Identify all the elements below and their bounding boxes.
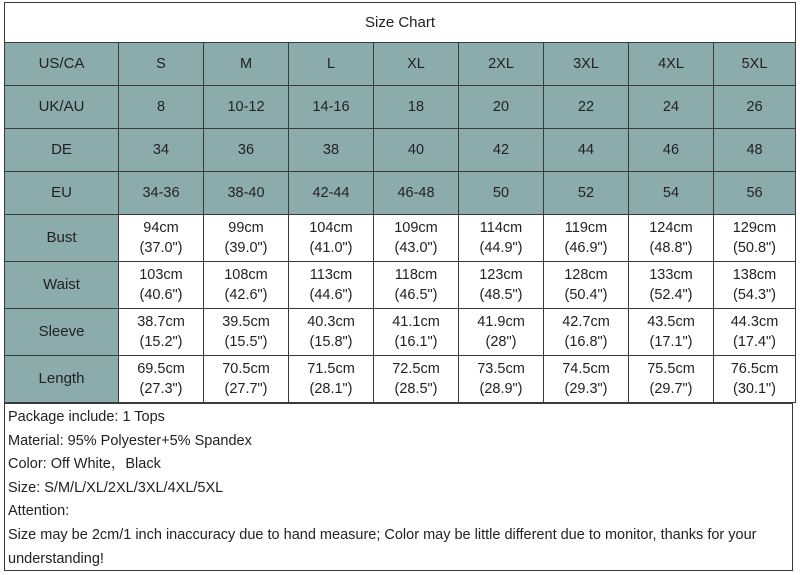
disclaimer-note: Size may be 2cm/1 inch inaccuracy due to hand measure; Color may be little different due to monitor, thanks for your understanding! <box>8 526 757 567</box>
size-cell: 26 <box>714 86 796 129</box>
size-cell: 44 <box>544 129 629 172</box>
cm-value: 73.5cm <box>477 361 525 377</box>
measurement-cell <box>544 215 629 262</box>
size-cell: M <box>204 43 289 86</box>
inch-value: (40.6") <box>139 287 183 303</box>
measurement-cell <box>204 262 289 309</box>
inch-value: (16.1") <box>394 334 438 350</box>
size-cell: 50 <box>459 172 544 215</box>
size-cell: 34-36 <box>119 172 204 215</box>
cm-value: 76.5cm <box>730 361 779 377</box>
inch-value: (28") <box>485 334 517 350</box>
inch-value: (28.9") <box>479 381 523 397</box>
row-label: DE <box>5 129 119 172</box>
cm-value: 119cm <box>564 220 608 236</box>
size-row <box>5 129 796 172</box>
inch-value: (44.6") <box>309 287 353 303</box>
measurement-cell <box>629 262 714 309</box>
inch-value: (46.5") <box>394 287 438 303</box>
measurement-row <box>5 356 796 403</box>
measurement-cell <box>629 356 714 403</box>
size-cell: 56 <box>714 172 796 215</box>
measurement-row <box>5 215 796 262</box>
measurement-cell <box>374 215 459 262</box>
measurement-cell <box>714 262 796 309</box>
cm-value: 43.5cm <box>647 314 695 330</box>
size-cell: 40 <box>374 129 459 172</box>
measurement-cell <box>374 356 459 403</box>
inch-value: (43.0") <box>394 240 438 256</box>
measurement-cell <box>629 309 714 356</box>
size-cell: 38 <box>289 129 374 172</box>
inch-value: (41.0") <box>309 240 353 256</box>
row-label: Sleeve <box>5 309 119 356</box>
size-cell: 54 <box>629 172 714 215</box>
size-cell: 18 <box>374 86 459 129</box>
size-cell: 46 <box>629 129 714 172</box>
cm-value: 128cm <box>564 267 608 283</box>
cm-value: 99cm <box>228 220 264 236</box>
size-cell: 48 <box>714 129 796 172</box>
measurement-cell <box>289 356 374 403</box>
cm-value: 71.5cm <box>307 361 355 377</box>
size-row <box>5 43 796 86</box>
cm-value: 40.3cm <box>307 314 355 330</box>
size-cell: 34 <box>119 129 204 172</box>
size-cell: 42 <box>459 129 544 172</box>
cm-value: 74.5cm <box>562 361 610 377</box>
inch-value: (30.1") <box>732 381 777 397</box>
size-cell: 5XL <box>714 43 796 86</box>
inch-value: (29.3") <box>564 381 608 397</box>
inch-value: (17.4") <box>732 334 777 350</box>
inch-value: (28.1") <box>309 381 353 397</box>
size-note: Size: S/M/L/XL/2XL/3XL/4XL/5XL <box>8 479 224 496</box>
size-cell: 42-44 <box>289 172 374 215</box>
cm-value: 104cm <box>309 220 353 236</box>
size-cell: S <box>119 43 204 86</box>
measurement-cell <box>374 309 459 356</box>
measurement-cell <box>459 215 544 262</box>
measurement-cell <box>459 262 544 309</box>
measurement-cell <box>289 215 374 262</box>
inch-value: (27.3") <box>139 381 183 397</box>
cm-value: 94cm <box>143 220 179 236</box>
size-cell: 8 <box>119 86 204 129</box>
inch-value: (46.9") <box>564 240 608 256</box>
size-cell: 10-12 <box>204 86 289 129</box>
inch-value: (50.4") <box>564 287 608 303</box>
measurement-cell <box>204 356 289 403</box>
chart-title: Size Chart <box>5 3 796 43</box>
cm-value: 109cm <box>394 220 438 236</box>
size-cell: 2XL <box>459 43 544 86</box>
size-cell: 24 <box>629 86 714 129</box>
measurement-cell <box>714 309 796 356</box>
inch-value: (39.0") <box>224 240 268 256</box>
row-label: EU <box>5 172 119 215</box>
measurement-cell <box>289 309 374 356</box>
measurement-cell <box>119 262 204 309</box>
size-cell: 3XL <box>544 43 629 86</box>
measurement-cell <box>289 262 374 309</box>
inch-value: (16.8") <box>564 334 608 350</box>
size-cell: L <box>289 43 374 86</box>
size-cell: 22 <box>544 86 629 129</box>
cm-value: 75.5cm <box>647 361 695 377</box>
size-cell: XL <box>374 43 459 86</box>
size-cell: 20 <box>459 86 544 129</box>
measurement-row <box>5 262 796 309</box>
attention-label: Attention: <box>8 503 70 520</box>
cm-value: 114cm <box>479 220 523 236</box>
cm-value: 129cm <box>732 220 777 236</box>
inch-value: (50.8") <box>732 240 777 256</box>
inch-value: (15.2") <box>139 334 183 350</box>
measurement-cell <box>544 309 629 356</box>
measurement-cell <box>119 215 204 262</box>
inch-value: (48.8") <box>649 240 693 256</box>
cm-value: 118cm <box>394 267 438 283</box>
cm-value: 72.5cm <box>392 361 440 377</box>
row-label: Length <box>5 356 119 403</box>
row-label: Bust <box>5 215 119 262</box>
measurement-row <box>5 309 796 356</box>
inch-value: (29.7") <box>649 381 693 397</box>
row-label: Waist <box>5 262 119 309</box>
inch-value: (48.5") <box>479 287 523 303</box>
cm-value: 133cm <box>649 267 693 283</box>
cm-value: 70.5cm <box>222 361 270 377</box>
inch-value: (52.4") <box>649 287 693 303</box>
cm-value: 138cm <box>732 267 777 283</box>
measurement-cell <box>714 356 796 403</box>
cm-value: 39.5cm <box>222 314 270 330</box>
size-cell: 46-48 <box>374 172 459 215</box>
size-chart-table <box>4 2 796 403</box>
size-row <box>5 172 796 215</box>
measurement-cell <box>459 356 544 403</box>
cm-value: 69.5cm <box>137 361 185 377</box>
cm-value: 123cm <box>479 267 523 283</box>
size-cell: 4XL <box>629 43 714 86</box>
cm-value: 113cm <box>309 267 353 283</box>
row-label: UK/AU <box>5 86 119 129</box>
inch-value: (44.9") <box>479 240 523 256</box>
package-note: Package include: 1 Tops <box>8 409 165 425</box>
cm-value: 42.7cm <box>562 314 610 330</box>
measurement-cell <box>714 215 796 262</box>
size-cell: 38-40 <box>204 172 289 215</box>
inch-value: (17.1") <box>649 334 693 350</box>
measurement-cell <box>544 356 629 403</box>
cm-value: 41.1cm <box>392 314 440 330</box>
inch-value: (15.8") <box>309 334 353 350</box>
color-note: Color: Off White，Black <box>8 456 161 473</box>
measurement-cell <box>119 309 204 356</box>
cm-value: 124cm <box>649 220 693 236</box>
inch-value: (28.5") <box>394 381 438 397</box>
measurement-cell <box>374 262 459 309</box>
row-label: US/CA <box>5 43 119 86</box>
size-cell: 52 <box>544 172 629 215</box>
measurement-cell <box>119 356 204 403</box>
measurement-cell <box>204 215 289 262</box>
cm-value: 108cm <box>224 267 268 283</box>
inch-value: (27.7") <box>224 381 268 397</box>
cm-value: 103cm <box>139 267 183 283</box>
size-cell: 14-16 <box>289 86 374 129</box>
inch-value: (42.6") <box>224 287 268 303</box>
measurement-cell <box>459 309 544 356</box>
cm-value: 44.3cm <box>730 314 779 330</box>
cm-value: 41.9cm <box>477 314 525 330</box>
inch-value: (37.0") <box>139 240 183 256</box>
measurement-cell <box>204 309 289 356</box>
size-row <box>5 86 796 129</box>
measurement-cell <box>544 262 629 309</box>
inch-value: (15.5") <box>224 334 268 350</box>
material-note: Material: 95% Polyester+5% Spandex <box>8 432 252 449</box>
measurement-cell <box>629 215 714 262</box>
inch-value: (54.3") <box>732 287 777 303</box>
product-notes <box>4 403 793 571</box>
cm-value: 38.7cm <box>137 314 185 330</box>
size-cell: 36 <box>204 129 289 172</box>
